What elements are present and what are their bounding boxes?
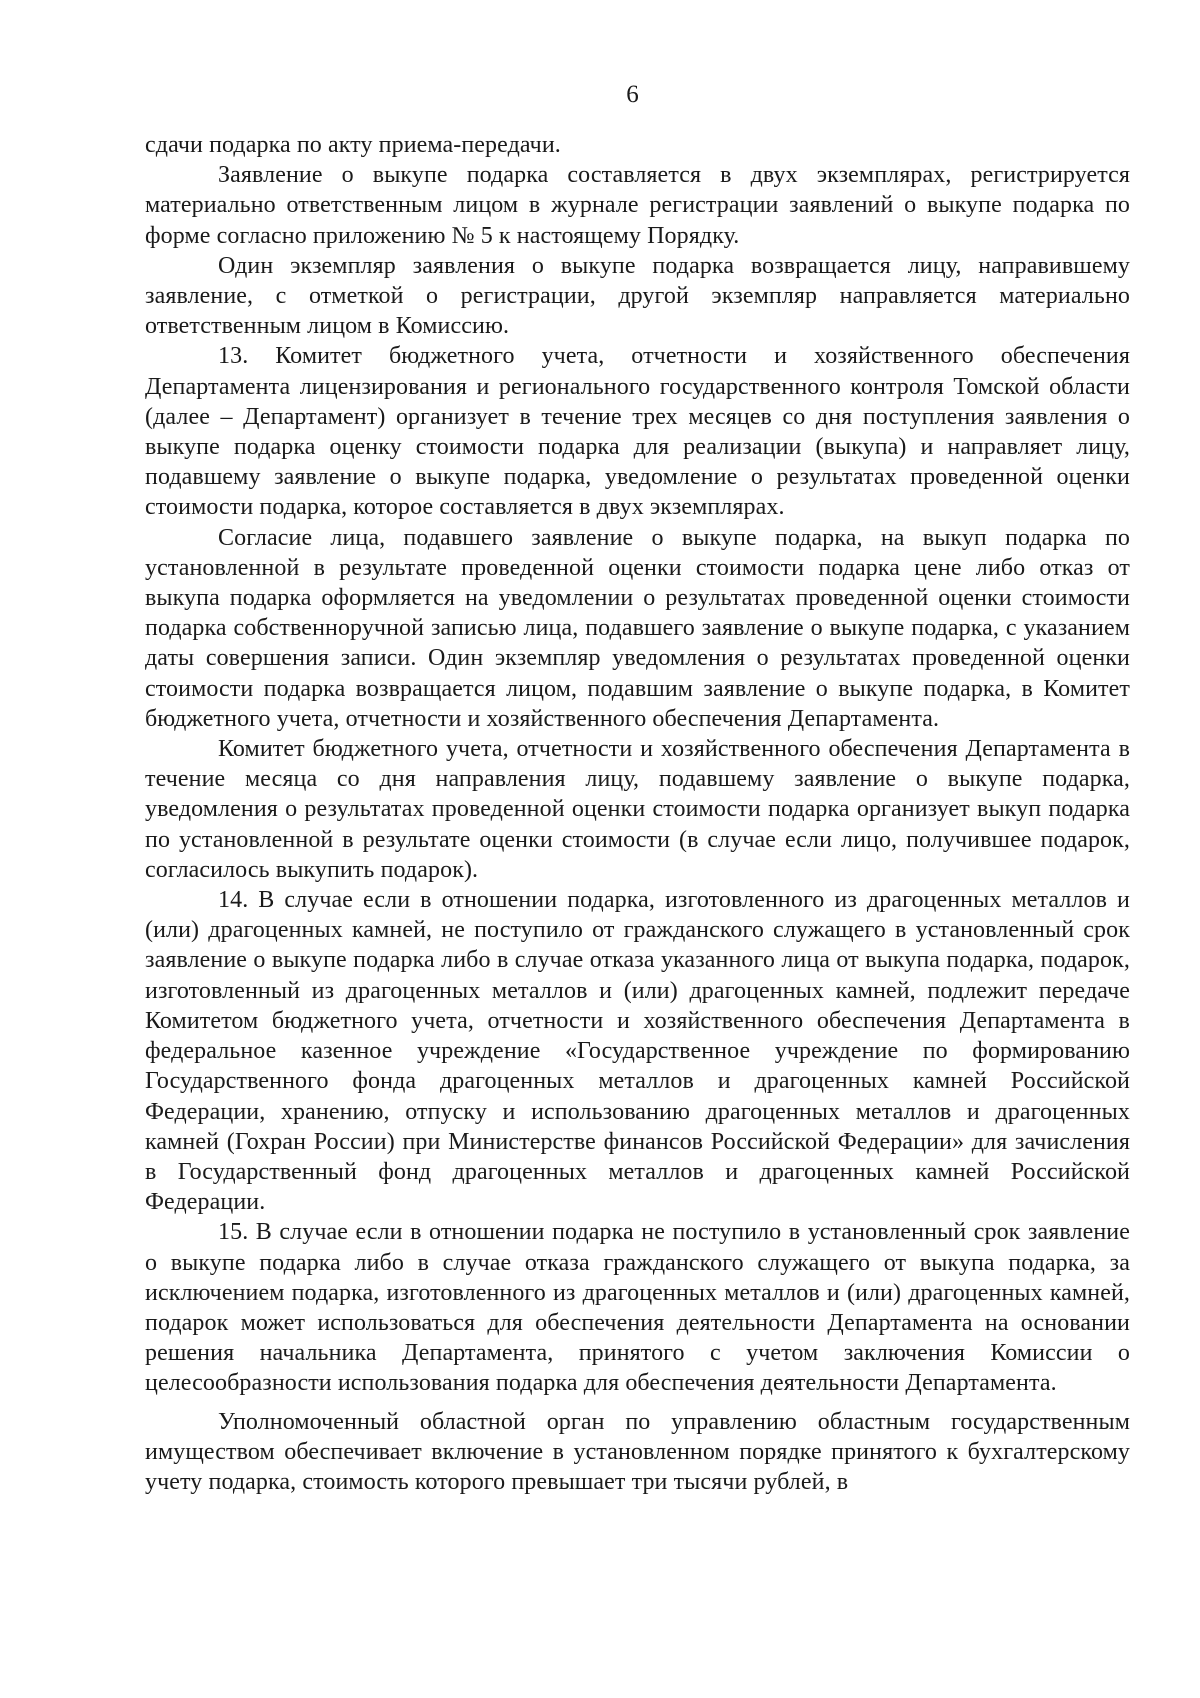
page-number: 6 bbox=[626, 81, 639, 108]
paragraph-application-copy: Один экземпляр заявления о выкупе подарка возвращается лицу, направившему заявление, с отметкой о регистрации, другой экземпляр направляется материально ответственным лицом в Комиссию. bbox=[145, 252, 1130, 340]
paragraph-item-13: 13. Комитет бюджетного учета, отчетности и хозяйственного обеспечения Департамента лицензирования и регионального государственного контроля Томской области (далее – Департамент) организует в течение трех месяцев со дня поступления заявления о выкупе подарка оценку стоимости подарка для реализации (выкупа) и направляет лицу, подавшему заявление о выкупе подарка, уведомление о результатах проведенной оценки стоимости подарка, которое составляется в двух экземплярах. bbox=[145, 343, 1130, 521]
paragraph-application-registration: Заявление о выкупе подарка составляется в двух экземплярах, регистрируется материально ответственным лицом в журнале регистрации заявлений о выкупе подарка по форме согласно приложению № 5 к настоящему Порядку. bbox=[145, 162, 1130, 249]
paragraph-item-14: 14. В случае если в отношении подарка, изготовленного из драгоценных металлов и (или) драгоценных камней, не поступило от гражданского служащего в установленный срок заявление о выкупе подарка либо в случае отказа указанного лица от выкупа подарка, подарок, изготовленный из драгоценных металлов и (или) драгоценных камней, подлежит передаче Комитетом бюджетного учета, отчетности и хозяйственного обеспечения Департамента в федеральное казенное учреждение «Государственное учреждение по формированию Государственного фонда драгоценных металлов и драгоценных камней Российской Федерации, хранению, отпуску и использованию драгоценных металлов и драгоценных камней (Гохран России) при Министерстве финансов Российской Федерации» для зачисления в Государственный фонд драгоценных металлов и драгоценных камней Российской Федерации. bbox=[145, 887, 1130, 1216]
paragraph-committee-buyout: Комитет бюджетного учета, отчетности и хозяйственного обеспечения Департамента в течение месяца со дня направления лицу, подавшему заявление о выкупе подарка, уведомления о результатах проведенной оценки стоимости подарка организует выкуп подарка по установленной в результате оценки стоимости (в случае если лицо, получившее подарок, согласилось выкупить подарок). bbox=[145, 736, 1130, 883]
paragraph-continuation: сдачи подарка по акту приема-передачи. bbox=[145, 132, 561, 158]
paragraph-item-15: 15. В случае если в отношении подарка не поступило в установленный срок заявление о выкупе подарка либо в случае отказа гражданского служащего от выкупа подарка, за исключением подарка, изготовленного из драгоценных металлов и (или) драгоценных камней, подарок может использоваться для обеспечения деятельности Департамента на основании решения начальника Департамента, принятого с учетом заключения Комиссии о целесообразности использования подарка для обеспечения деятельности Департамента. bbox=[145, 1219, 1130, 1397]
paragraph-consent: Согласие лица, подавшего заявление о выкупе подарка, на выкуп подарка по установленной в результате проведенной оценки стоимости подарка цене либо отказ от выкупа подарка оформляется на уведомлении о результатах проведенной оценки стоимости подарка собственноручной записью лица, подавшего заявление о выкупе подарка, с указанием даты совершения записи. Один экземпляр уведомления о результатах проведенной оценки стоимости подарка возвращается лицом, подавшим заявление о выкупе подарка, в Комитет бюджетного учета, отчетности и хозяйственного обеспечения Департамента. bbox=[145, 524, 1130, 732]
document-body bbox=[145, 130, 1130, 1497]
paragraph-authorized-body: Уполномоченный областной орган по управлению областным государственным имуществом обеспечивает включение в установленном порядке принятого к бухгалтерскому учету подарка, стоимость которого превышает три тысячи рублей, в bbox=[145, 1408, 1130, 1495]
